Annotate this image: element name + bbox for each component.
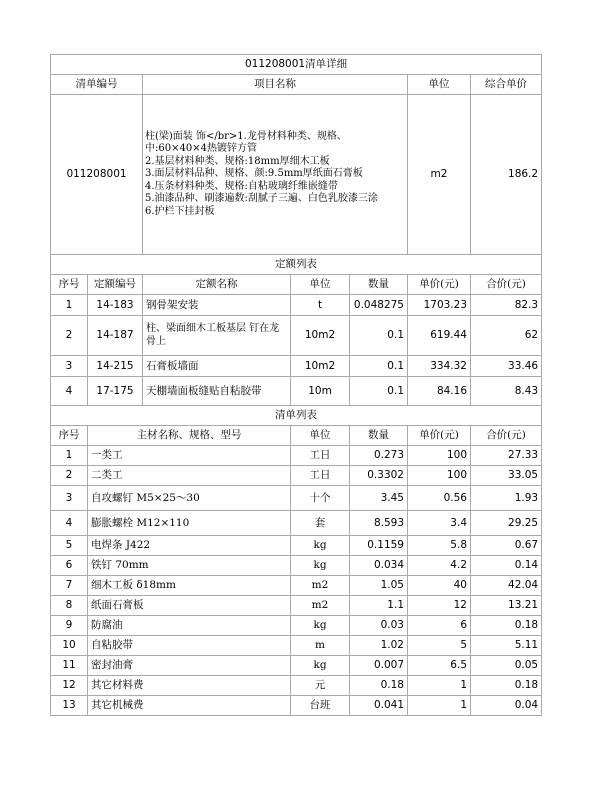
list-header-row [51, 75, 542, 95]
material-name: 其它材料费 [88, 676, 291, 696]
material-price: 1 [408, 696, 471, 716]
material-header-name: 主材名称、规格、型号 [88, 426, 291, 446]
material-name: 自粘胶带 [88, 636, 291, 656]
material-name: 一类工 [88, 446, 291, 466]
material-no: 13 [51, 696, 88, 716]
quota-header-unit: 单位 [291, 275, 350, 295]
material-qty: 1.02 [350, 636, 408, 656]
material-name: 膨胀螺栓 M12×110 [88, 511, 291, 536]
material-name: 自攻螺钉 M5×25～30 [88, 486, 291, 511]
material-qty: 0.03 [350, 616, 408, 636]
material-header-unit: 单位 [291, 426, 350, 446]
material-unit: 元 [291, 676, 350, 696]
material-price: 100 [408, 466, 471, 486]
quota-code: 14-183 [88, 295, 143, 316]
quota-no: 2 [51, 316, 88, 356]
quota-header-price: 单价(元) [408, 275, 471, 295]
material-no: 4 [51, 511, 88, 536]
material-row [51, 656, 542, 676]
quota-name: 钢骨架安装 [143, 295, 291, 316]
quota-section-title-row [51, 255, 542, 275]
material-unit: m2 [291, 576, 350, 596]
header-item-name: 项目名称 [143, 75, 408, 95]
material-section-title: 清单列表 [51, 406, 542, 426]
material-total: 33.05 [471, 466, 542, 486]
material-header-qty: 数量 [350, 426, 408, 446]
quota-price: 334.32 [408, 356, 471, 377]
material-row [51, 536, 542, 556]
list-item-description: 柱(梁)面装 饰</br>1.龙骨材料种类、规格、中:60×40×4热镀锌方管 2.基层材料种类、规格:18mm厚细木工板 3.面层材料品种、规格、颜:9.5mm厚纸面石膏板 4.压条材料种类、规格:自粘玻璃纤维嵌缝带 5.油漆品种、刷漆遍数:刮腻子三遍、白色乳胶漆三涂 6.护栏下挂封板 [143, 95, 408, 255]
material-total: 5.11 [471, 636, 542, 656]
quota-total: 82.3 [471, 295, 542, 316]
material-section-title-row [51, 406, 542, 426]
material-total: 0.05 [471, 656, 542, 676]
material-header-total: 合价(元) [471, 426, 542, 446]
table-title: 011208001清单详细 [51, 55, 542, 75]
material-total: 1.93 [471, 486, 542, 511]
material-total: 27.33 [471, 446, 542, 466]
material-price: 5.8 [408, 536, 471, 556]
material-qty: 1.05 [350, 576, 408, 596]
material-price: 4.2 [408, 556, 471, 576]
material-qty: 0.18 [350, 676, 408, 696]
material-qty: 3.45 [350, 486, 408, 511]
quota-row [51, 356, 542, 377]
material-unit: 工日 [291, 466, 350, 486]
material-total: 29.25 [471, 511, 542, 536]
quota-price: 619.44 [408, 316, 471, 356]
material-row [51, 676, 542, 696]
quota-header-qty: 数量 [350, 275, 408, 295]
list-item-row [51, 95, 542, 255]
quota-name: 天棚墙面板缝贴自粘胶带 [143, 377, 291, 406]
material-total: 42.04 [471, 576, 542, 596]
quota-header-no: 序号 [51, 275, 88, 295]
material-no: 9 [51, 616, 88, 636]
material-header-row [51, 426, 542, 446]
material-price: 100 [408, 446, 471, 466]
material-no: 10 [51, 636, 88, 656]
material-unit: m2 [291, 596, 350, 616]
quota-header-row [51, 275, 542, 295]
quota-row [51, 316, 542, 356]
quota-name: 柱、梁面细木工板基层 钉在龙骨上 [143, 316, 291, 356]
material-row [51, 486, 542, 511]
material-name: 电焊条 J422 [88, 536, 291, 556]
material-no: 1 [51, 446, 88, 466]
material-total: 13.21 [471, 596, 542, 616]
material-price: 12 [408, 596, 471, 616]
material-price: 1 [408, 676, 471, 696]
quota-header-code: 定额编号 [88, 275, 143, 295]
material-unit: 十个 [291, 486, 350, 511]
material-total: 0.18 [471, 676, 542, 696]
material-no: 8 [51, 596, 88, 616]
list-item-price: 186.2 [471, 95, 542, 255]
material-header-price: 单价(元) [408, 426, 471, 446]
quota-name: 石膏板墙面 [143, 356, 291, 377]
title-row [51, 55, 542, 75]
material-row [51, 596, 542, 616]
quota-unit: t [291, 295, 350, 316]
quota-total: 33.46 [471, 356, 542, 377]
material-qty: 0.041 [350, 696, 408, 716]
material-unit: m [291, 636, 350, 656]
quota-header-name: 定额名称 [143, 275, 291, 295]
quota-no: 3 [51, 356, 88, 377]
list-item-unit: m2 [408, 95, 471, 255]
material-total: 0.67 [471, 536, 542, 556]
material-row [51, 576, 542, 596]
quota-unit: 10m2 [291, 316, 350, 356]
quota-qty: 0.048275 [350, 295, 408, 316]
quota-row [51, 377, 542, 406]
quota-row [51, 295, 542, 316]
material-no: 11 [51, 656, 88, 676]
quota-section-title: 定额列表 [51, 255, 542, 275]
material-row [51, 556, 542, 576]
header-list-code: 清单编号 [51, 75, 143, 95]
material-no: 2 [51, 466, 88, 486]
quota-price: 84.16 [408, 377, 471, 406]
quota-header-total: 合价(元) [471, 275, 542, 295]
quota-no: 4 [51, 377, 88, 406]
material-no: 6 [51, 556, 88, 576]
material-header-no: 序号 [51, 426, 88, 446]
material-unit: kg [291, 616, 350, 636]
material-qty: 0.034 [350, 556, 408, 576]
material-price: 6.5 [408, 656, 471, 676]
material-total: 0.18 [471, 616, 542, 636]
quota-code: 14-215 [88, 356, 143, 377]
material-unit: kg [291, 656, 350, 676]
material-price: 0.56 [408, 486, 471, 511]
material-unit: 工日 [291, 446, 350, 466]
quota-code: 14-187 [88, 316, 143, 356]
header-unit-price: 综合单价 [471, 75, 542, 95]
quota-no: 1 [51, 295, 88, 316]
material-qty: 0.007 [350, 656, 408, 676]
material-price: 5 [408, 636, 471, 656]
material-unit: 台班 [291, 696, 350, 716]
material-row [51, 616, 542, 636]
material-no: 7 [51, 576, 88, 596]
material-row [51, 466, 542, 486]
bill-detail-table [50, 54, 542, 716]
quota-unit: 10m2 [291, 356, 350, 377]
list-item-code: 011208001 [51, 95, 143, 255]
quota-price: 1703.23 [408, 295, 471, 316]
material-qty: 0.273 [350, 446, 408, 466]
material-name: 二类工 [88, 466, 291, 486]
material-price: 3.4 [408, 511, 471, 536]
quota-total: 8.43 [471, 377, 542, 406]
material-price: 6 [408, 616, 471, 636]
material-no: 3 [51, 486, 88, 511]
material-row [51, 446, 542, 466]
quota-qty: 0.1 [350, 316, 408, 356]
material-qty: 0.1159 [350, 536, 408, 556]
material-name: 纸面石膏板 [88, 596, 291, 616]
material-total: 0.14 [471, 556, 542, 576]
material-name: 铁钉 70mm [88, 556, 291, 576]
material-name: 其它机械费 [88, 696, 291, 716]
material-name: 密封油膏 [88, 656, 291, 676]
material-unit: kg [291, 556, 350, 576]
material-no: 5 [51, 536, 88, 556]
quota-total: 62 [471, 316, 542, 356]
material-row [51, 636, 542, 656]
quota-code: 17-175 [88, 377, 143, 406]
header-unit: 单位 [408, 75, 471, 95]
material-no: 12 [51, 676, 88, 696]
material-price: 40 [408, 576, 471, 596]
material-qty: 8.593 [350, 511, 408, 536]
material-row [51, 511, 542, 536]
material-name: 防腐油 [88, 616, 291, 636]
material-unit: kg [291, 536, 350, 556]
quota-unit: 10m [291, 377, 350, 406]
quota-qty: 0.1 [350, 377, 408, 406]
material-total: 0.04 [471, 696, 542, 716]
quota-qty: 0.1 [350, 356, 408, 377]
material-qty: 0.3302 [350, 466, 408, 486]
material-row [51, 696, 542, 716]
material-name: 细木工板 δ18mm [88, 576, 291, 596]
material-unit: 套 [291, 511, 350, 536]
material-qty: 1.1 [350, 596, 408, 616]
